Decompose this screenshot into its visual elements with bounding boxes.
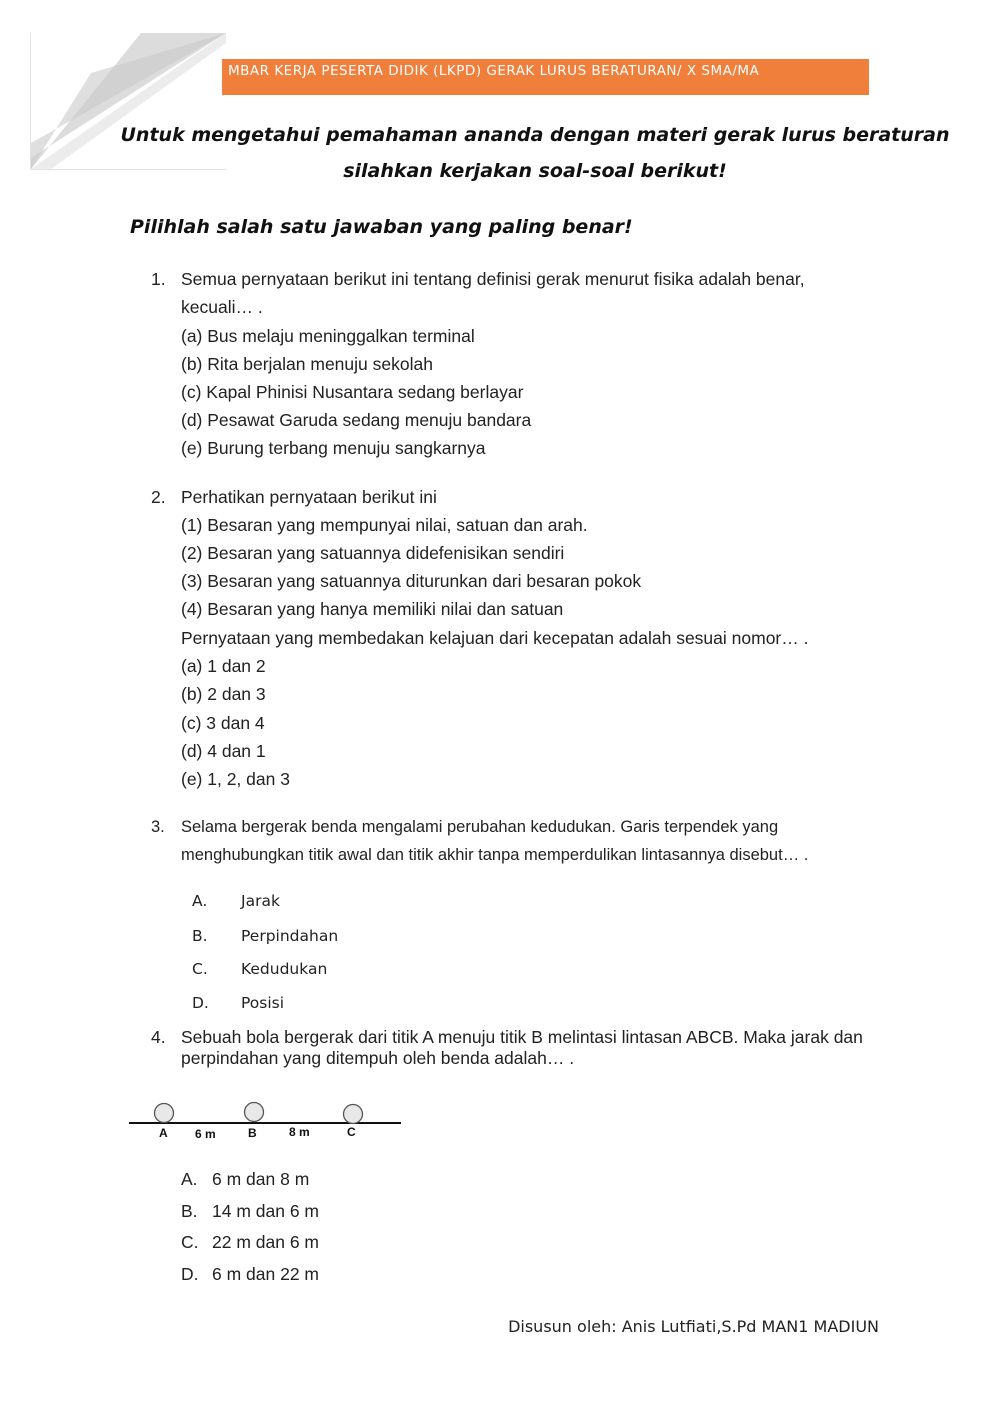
title-line-1: Untuk mengetahui pemahaman ananda dengan materi gerak lurus beraturan bbox=[120, 124, 950, 146]
answer-option-b[interactable]: (b) 2 dan 3 bbox=[181, 684, 266, 704]
answer-option-a[interactable]: (a) Bus melaju meninggalkan terminal bbox=[181, 326, 475, 346]
answer-option-d[interactable]: (d) 4 dan 1 bbox=[181, 741, 266, 761]
answer-option-c[interactable]: 22 m dan 6 m bbox=[212, 1232, 319, 1252]
answer-option-a[interactable]: (a) 1 dan 2 bbox=[181, 656, 266, 676]
track-diagram bbox=[125, 1098, 405, 1148]
answer-option-e[interactable]: (e) Burung terbang menuju sangkarnya bbox=[181, 438, 486, 458]
answer-option-d[interactable]: 6 m dan 22 m bbox=[212, 1264, 319, 1284]
footer-credit: Disusun oleh: Anis Lutfiati,S.Pd MAN1 MADIUN bbox=[508, 1317, 879, 1336]
answer-option-d[interactable]: (d) Pesawat Garuda sedang menuju bandara bbox=[181, 410, 532, 430]
option-letter-c: C. bbox=[192, 960, 208, 978]
question-intro: Perhatikan pernyataan berikut ini bbox=[181, 487, 437, 507]
title-line-2: silahkan kerjakan soal-soal berikut! bbox=[343, 160, 727, 182]
question-number: 2. bbox=[151, 487, 166, 507]
point-b-label: B bbox=[248, 1126, 257, 1140]
question-text-line-1: Semua pernyataan berikut ini tentang definisi gerak menurut fisika adalah benar, bbox=[181, 269, 805, 289]
instruction: Pilihlah salah satu jawaban yang paling benar! bbox=[130, 216, 633, 238]
statement-1: (1) Besaran yang mempunyai nilai, satuan dan arah. bbox=[181, 515, 588, 535]
option-letter-b: B. bbox=[192, 927, 208, 945]
distance-bc-label: 8 m bbox=[289, 1125, 310, 1139]
statement-4: (4) Besaran yang hanya memiliki nilai dan satuan bbox=[181, 599, 564, 619]
question-text-line-2: kecuali… . bbox=[181, 297, 263, 317]
answer-option-b[interactable]: Perpindahan bbox=[241, 927, 339, 945]
banner-text: MBAR KERJA PESERTA DIDIK (LKPD) GERAK LURUS BERATURAN/ X SMA/MA bbox=[228, 63, 760, 79]
answer-option-c[interactable]: Kedudukan bbox=[241, 960, 328, 978]
statement-3: (3) Besaran yang satuannya diturunkan dari besaran pokok bbox=[181, 571, 642, 591]
option-letter-c: C. bbox=[181, 1232, 199, 1252]
answer-option-c[interactable]: (c) 3 dan 4 bbox=[181, 713, 265, 733]
answer-option-b[interactable]: (b) Rita berjalan menuju sekolah bbox=[181, 354, 433, 374]
answer-option-a[interactable]: Jarak bbox=[241, 892, 280, 910]
option-letter-d: D. bbox=[192, 994, 209, 1012]
corner-decoration bbox=[30, 33, 226, 170]
answer-option-d[interactable]: Posisi bbox=[241, 994, 285, 1012]
answer-option-e[interactable]: (e) 1, 2, dan 3 bbox=[181, 769, 290, 789]
option-letter-a: A. bbox=[192, 892, 208, 910]
ball-c-icon bbox=[344, 1105, 363, 1124]
answer-option-b[interactable]: 14 m dan 6 m bbox=[212, 1201, 319, 1221]
question-number: 3. bbox=[151, 818, 165, 836]
statement-2: (2) Besaran yang satuannya didefenisikan sendiri bbox=[181, 543, 565, 563]
answer-option-a[interactable]: 6 m dan 8 m bbox=[212, 1169, 310, 1189]
question-number: 1. bbox=[151, 269, 166, 289]
question-text: Pernyataan yang membedakan kelajuan dari kecepatan adalah sesuai nomor… . bbox=[181, 628, 809, 648]
header-banner bbox=[222, 59, 869, 95]
point-c-label: C bbox=[347, 1125, 356, 1139]
question-text-line-2: perpindahan yang ditempuh oleh benda adalah… . bbox=[181, 1048, 575, 1068]
question-text-line-1: Sebuah bola bergerak dari titik A menuju titik B melintasi lintasan ABCB. Maka jarak dan bbox=[181, 1027, 863, 1047]
option-letter-b: B. bbox=[181, 1201, 198, 1221]
point-a-label: A bbox=[159, 1126, 168, 1140]
answer-option-c[interactable]: (c) Kapal Phinisi Nusantara sedang berlayar bbox=[181, 382, 524, 402]
ball-b-icon bbox=[245, 1103, 264, 1122]
distance-ab-label: 6 m bbox=[195, 1127, 216, 1141]
question-number: 4. bbox=[151, 1027, 166, 1047]
question-text-line-1: Selama bergerak benda mengalami perubahan kedudukan. Garis terpendek yang bbox=[181, 818, 779, 836]
option-letter-d: D. bbox=[181, 1264, 199, 1284]
option-letter-a: A. bbox=[181, 1169, 198, 1189]
question-text-line-2: menghubungkan titik awal dan titik akhir tanpa memperdulikan lintasannya disebut… . bbox=[181, 846, 809, 864]
ball-a-icon bbox=[155, 1104, 174, 1123]
